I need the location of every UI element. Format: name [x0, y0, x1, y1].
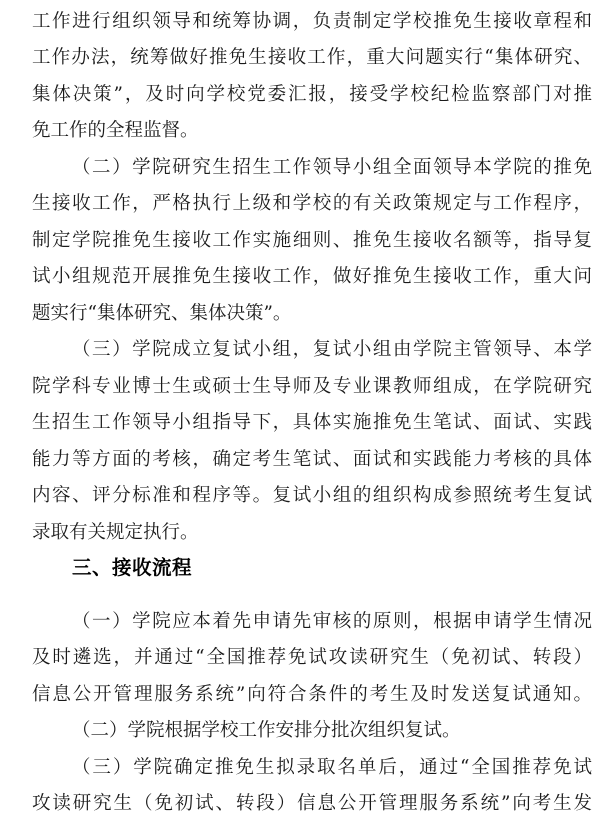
text-line: 生招生工作领导小组指导下，具体实施推免生笔试、面试、实践	[32, 412, 592, 433]
text-line: 集体决策”，及时向学校党委汇报，接受学校纪检监察部门对推	[32, 84, 592, 105]
text-line: 免工作的全程监督。	[32, 120, 199, 141]
text-line: 制定学院推免生接收工作实施细则、推免生接收名额等，指导复	[32, 230, 592, 251]
text-line: 生接收工作，严格执行上级和学校的有关政策规定与工作程序，	[32, 193, 592, 214]
text-line: （一）学院应本着先申请先审核的原则，根据申请学生情况	[72, 611, 592, 632]
section-heading: 三、接收流程	[72, 556, 193, 579]
text-line: （二）学院研究生招生工作领导小组全面领导本学院的推免	[72, 157, 592, 178]
text-line: （三）学院确定推免生拟录取名单后，通过“全国推荐免试	[72, 757, 592, 778]
text-line: 录取有关规定执行。	[32, 522, 199, 543]
text-line: 攻读研究生（免初试、转段）信息公开管理服务系统”向考生发	[32, 793, 592, 814]
text-line: 题实行“集体研究、集体决策”。	[32, 303, 292, 324]
text-line: （三）学院成立复试小组，复试小组由学院主管领导、本学	[72, 339, 592, 360]
text-line: 及时遴选，并通过“全国推荐免试攻读研究生（免初试、转段）	[32, 647, 592, 668]
text-line: 内容、评分标准和程序等。复试小组的组织构成参照统考生复试	[32, 485, 592, 506]
text-line: 试小组规范开展推免生接收工作，做好推免生接收工作，重大问	[32, 266, 592, 287]
text-line: 工作进行组织领导和统筹协调，负责制定学校推免生接收章程和	[32, 11, 592, 32]
text-line: 能力等方面的考核，确定考生笔试、面试和实践能力考核的具体	[32, 449, 592, 470]
text-line: （二）学院根据学校工作安排分批次组织复试。	[72, 720, 461, 741]
text-line: 院学科专业博士生或硕士生导师及专业课教师组成，在学院研究	[32, 376, 592, 397]
text-line: 信息公开管理服务系统”向符合条件的考生及时发送复试通知。	[32, 684, 592, 705]
text-line: 工作办法，统筹做好推免生接收工作，重大问题实行“集体研究、	[32, 47, 592, 68]
